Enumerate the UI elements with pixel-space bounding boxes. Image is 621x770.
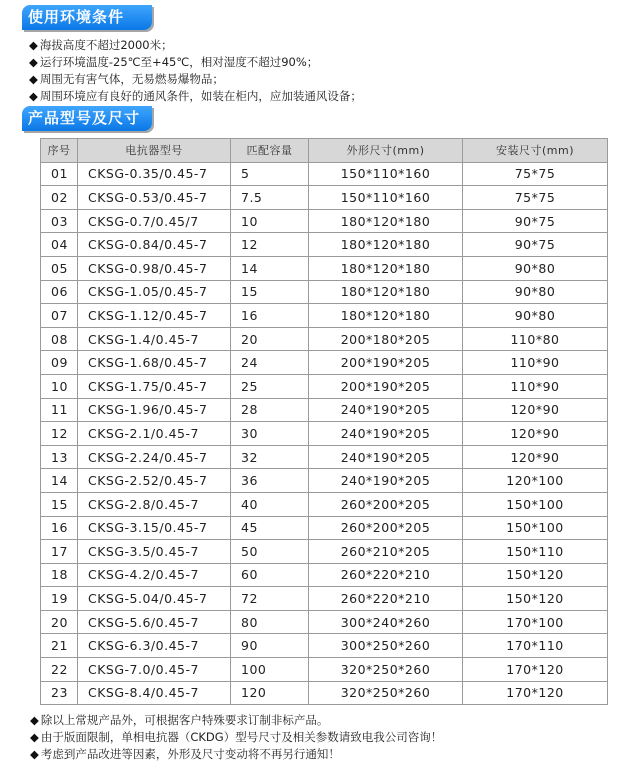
diamond-bullet-icon: ◆ — [29, 38, 38, 52]
cell-mount-size: 90*80 — [463, 256, 608, 280]
cell-model: CKSG-2.24/0.45-7 — [78, 445, 231, 469]
cell-model: CKSG-2.52/0.45-7 — [78, 469, 231, 493]
diamond-bullet-icon: ◆ — [30, 713, 39, 727]
cell-capacity: 28 — [231, 398, 309, 422]
cell-capacity: 120 — [231, 681, 309, 705]
diamond-bullet-icon: ◆ — [29, 89, 38, 103]
cell-index: 05 — [41, 256, 78, 280]
condition-text: 海拔高度不超过2000米； — [39, 38, 173, 52]
cell-mount-size: 170*100 — [463, 610, 608, 634]
cell-outline-size: 150*110*160 — [309, 186, 463, 210]
condition-text: 周围环境应有良好的通风条件，如装在柜内，应加装通风设备； — [39, 89, 362, 103]
cell-mount-size: 170*120 — [463, 681, 608, 705]
note-text: 由于版面限制，单相电抗器（CKDG）型号尺寸及相关参数请致电我公司咨询！ — [40, 730, 443, 744]
cell-outline-size: 260*200*205 — [309, 492, 463, 516]
note-item — [30, 712, 610, 729]
table-row — [41, 327, 608, 351]
cell-capacity: 16 — [231, 304, 309, 328]
table-row — [41, 469, 608, 493]
cell-capacity: 15 — [231, 280, 309, 304]
cell-outline-size: 240*190*205 — [309, 398, 463, 422]
cell-capacity: 7.5 — [231, 186, 309, 210]
table-row — [41, 634, 608, 658]
cell-capacity: 10 — [231, 209, 309, 233]
cell-model: CKSG-0.53/0.45-7 — [78, 186, 231, 210]
cell-model: CKSG-1.4/0.45-7 — [78, 327, 231, 351]
table-row — [41, 351, 608, 375]
cell-index: 17 — [41, 540, 78, 564]
cell-outline-size: 240*190*205 — [309, 469, 463, 493]
cell-model: CKSG-1.05/0.45-7 — [78, 280, 231, 304]
section-title-models: 产品型号及尺寸 — [22, 106, 152, 131]
cell-capacity: 72 — [231, 587, 309, 611]
cell-model: CKSG-4.2/0.45-7 — [78, 563, 231, 587]
spec-table — [40, 138, 608, 705]
cell-index: 22 — [41, 658, 78, 682]
cell-capacity: 14 — [231, 256, 309, 280]
cell-mount-size: 90*75 — [463, 233, 608, 257]
cell-mount-size: 110*80 — [463, 327, 608, 351]
cell-outline-size: 200*190*205 — [309, 351, 463, 375]
cell-outline-size: 150*110*160 — [309, 162, 463, 186]
condition-item — [29, 71, 609, 88]
cell-index: 23 — [41, 681, 78, 705]
cell-mount-size: 120*100 — [463, 469, 608, 493]
cell-index: 13 — [41, 445, 78, 469]
table-row — [41, 374, 608, 398]
table-row — [41, 681, 608, 705]
cell-model: CKSG-3.15/0.45-7 — [78, 516, 231, 540]
cell-outline-size: 180*120*180 — [309, 209, 463, 233]
cell-model: CKSG-8.4/0.45-7 — [78, 681, 231, 705]
cell-mount-size: 110*90 — [463, 351, 608, 375]
table-row — [41, 658, 608, 682]
cell-capacity: 12 — [231, 233, 309, 257]
note-text: 考虑到产品改进等因素，外形及尺寸变动将不再另行通知！ — [40, 747, 340, 761]
header-mount-size: 安装尺寸(mm) — [463, 139, 608, 163]
cell-model: CKSG-3.5/0.45-7 — [78, 540, 231, 564]
cell-outline-size: 260*220*210 — [309, 563, 463, 587]
cell-outline-size: 180*120*180 — [309, 304, 463, 328]
table-row — [41, 233, 608, 257]
cell-outline-size: 300*250*260 — [309, 634, 463, 658]
cell-capacity: 25 — [231, 374, 309, 398]
cell-capacity: 60 — [231, 563, 309, 587]
cell-index: 15 — [41, 492, 78, 516]
diamond-bullet-icon: ◆ — [29, 72, 38, 86]
diamond-bullet-icon: ◆ — [30, 747, 39, 761]
cell-outline-size: 320*250*260 — [309, 681, 463, 705]
cell-capacity: 24 — [231, 351, 309, 375]
table-row — [41, 540, 608, 564]
cell-outline-size: 240*190*205 — [309, 422, 463, 446]
cell-mount-size: 150*120 — [463, 563, 608, 587]
condition-text: 周围无有害气体，无易燃易爆物品； — [39, 72, 224, 86]
diamond-bullet-icon: ◆ — [30, 730, 39, 744]
cell-index: 04 — [41, 233, 78, 257]
cell-mount-size: 90*80 — [463, 304, 608, 328]
cell-index: 12 — [41, 422, 78, 446]
cell-mount-size: 150*100 — [463, 516, 608, 540]
cell-model: CKSG-0.98/0.45-7 — [78, 256, 231, 280]
cell-index: 21 — [41, 634, 78, 658]
table-row — [41, 492, 608, 516]
cell-index: 01 — [41, 162, 78, 186]
cell-outline-size: 180*120*180 — [309, 256, 463, 280]
condition-item — [29, 88, 609, 105]
condition-item — [29, 54, 609, 71]
cell-capacity: 5 — [231, 162, 309, 186]
table-row — [41, 516, 608, 540]
cell-outline-size: 240*190*205 — [309, 445, 463, 469]
table-row — [41, 563, 608, 587]
cell-index: 10 — [41, 374, 78, 398]
cell-capacity: 30 — [231, 422, 309, 446]
table-row — [41, 209, 608, 233]
table-row — [41, 587, 608, 611]
cell-mount-size: 150*100 — [463, 492, 608, 516]
cell-index: 18 — [41, 563, 78, 587]
table-header-row — [41, 139, 608, 163]
note-item — [30, 746, 610, 763]
cell-model: CKSG-0.84/0.45-7 — [78, 233, 231, 257]
cell-mount-size: 75*75 — [463, 162, 608, 186]
cell-model: CKSG-5.6/0.45-7 — [78, 610, 231, 634]
cell-mount-size: 150*120 — [463, 587, 608, 611]
cell-outline-size: 180*120*180 — [309, 280, 463, 304]
table-row — [41, 610, 608, 634]
cell-model: CKSG-1.75/0.45-7 — [78, 374, 231, 398]
cell-capacity: 45 — [231, 516, 309, 540]
cell-capacity: 50 — [231, 540, 309, 564]
cell-capacity: 20 — [231, 327, 309, 351]
cell-capacity: 36 — [231, 469, 309, 493]
table-row — [41, 304, 608, 328]
cell-model: CKSG-1.68/0.45-7 — [78, 351, 231, 375]
cell-outline-size: 300*240*260 — [309, 610, 463, 634]
cell-index: 02 — [41, 186, 78, 210]
cell-mount-size: 90*80 — [463, 280, 608, 304]
table-row — [41, 256, 608, 280]
condition-item — [29, 37, 609, 54]
cell-index: 14 — [41, 469, 78, 493]
cell-mount-size: 120*90 — [463, 445, 608, 469]
cell-model: CKSG-2.8/0.45-7 — [78, 492, 231, 516]
cell-index: 09 — [41, 351, 78, 375]
cell-outline-size: 200*190*205 — [309, 374, 463, 398]
note-text: 除以上常规产品外，可根据客户特殊要求订制非标产品。 — [40, 713, 329, 727]
cell-model: CKSG-7.0/0.45-7 — [78, 658, 231, 682]
cell-mount-size: 150*110 — [463, 540, 608, 564]
cell-mount-size: 110*90 — [463, 374, 608, 398]
table-row — [41, 398, 608, 422]
cell-mount-size: 90*75 — [463, 209, 608, 233]
cell-index: 03 — [41, 209, 78, 233]
cell-index: 08 — [41, 327, 78, 351]
header-capacity: 匹配容量 — [231, 139, 309, 163]
cell-capacity: 32 — [231, 445, 309, 469]
cell-outline-size: 260*200*205 — [309, 516, 463, 540]
cell-model: CKSG-1.96/0.45-7 — [78, 398, 231, 422]
cell-mount-size: 170*120 — [463, 658, 608, 682]
cell-capacity: 40 — [231, 492, 309, 516]
cell-mount-size: 120*90 — [463, 422, 608, 446]
footnotes — [30, 712, 610, 763]
header-outline-size: 外形尺寸(mm) — [309, 139, 463, 163]
cell-model: CKSG-2.1/0.45-7 — [78, 422, 231, 446]
cell-index: 06 — [41, 280, 78, 304]
cell-outline-size: 260*210*205 — [309, 540, 463, 564]
table-row — [41, 445, 608, 469]
cell-index: 11 — [41, 398, 78, 422]
cell-capacity: 100 — [231, 658, 309, 682]
cell-model: CKSG-0.35/0.45-7 — [78, 162, 231, 186]
cell-model: CKSG-6.3/0.45-7 — [78, 634, 231, 658]
diamond-bullet-icon: ◆ — [29, 55, 38, 69]
condition-text: 运行环境温度-25℃至+45℃，相对湿度不超过90%； — [39, 55, 319, 69]
cell-mount-size: 170*110 — [463, 634, 608, 658]
table-row — [41, 280, 608, 304]
cell-index: 19 — [41, 587, 78, 611]
cell-mount-size: 75*75 — [463, 186, 608, 210]
header-model: 电抗器型号 — [78, 139, 231, 163]
cell-model: CKSG-5.04/0.45-7 — [78, 587, 231, 611]
cell-capacity: 90 — [231, 634, 309, 658]
cell-mount-size: 120*90 — [463, 398, 608, 422]
header-index: 序号 — [41, 139, 78, 163]
table-row — [41, 186, 608, 210]
table-row — [41, 422, 608, 446]
section-title-environment: 使用环境条件 — [22, 5, 152, 30]
note-item — [30, 729, 610, 746]
cell-outline-size: 320*250*260 — [309, 658, 463, 682]
cell-outline-size: 180*120*180 — [309, 233, 463, 257]
cell-outline-size: 260*220*210 — [309, 587, 463, 611]
cell-model: CKSG-1.12/0.45-7 — [78, 304, 231, 328]
cell-index: 07 — [41, 304, 78, 328]
table-row — [41, 162, 608, 186]
cell-outline-size: 200*180*205 — [309, 327, 463, 351]
cell-model: CKSG-0.7/0.45/7 — [78, 209, 231, 233]
cell-index: 20 — [41, 610, 78, 634]
cell-capacity: 80 — [231, 610, 309, 634]
cell-index: 16 — [41, 516, 78, 540]
environment-conditions-list — [29, 37, 609, 105]
